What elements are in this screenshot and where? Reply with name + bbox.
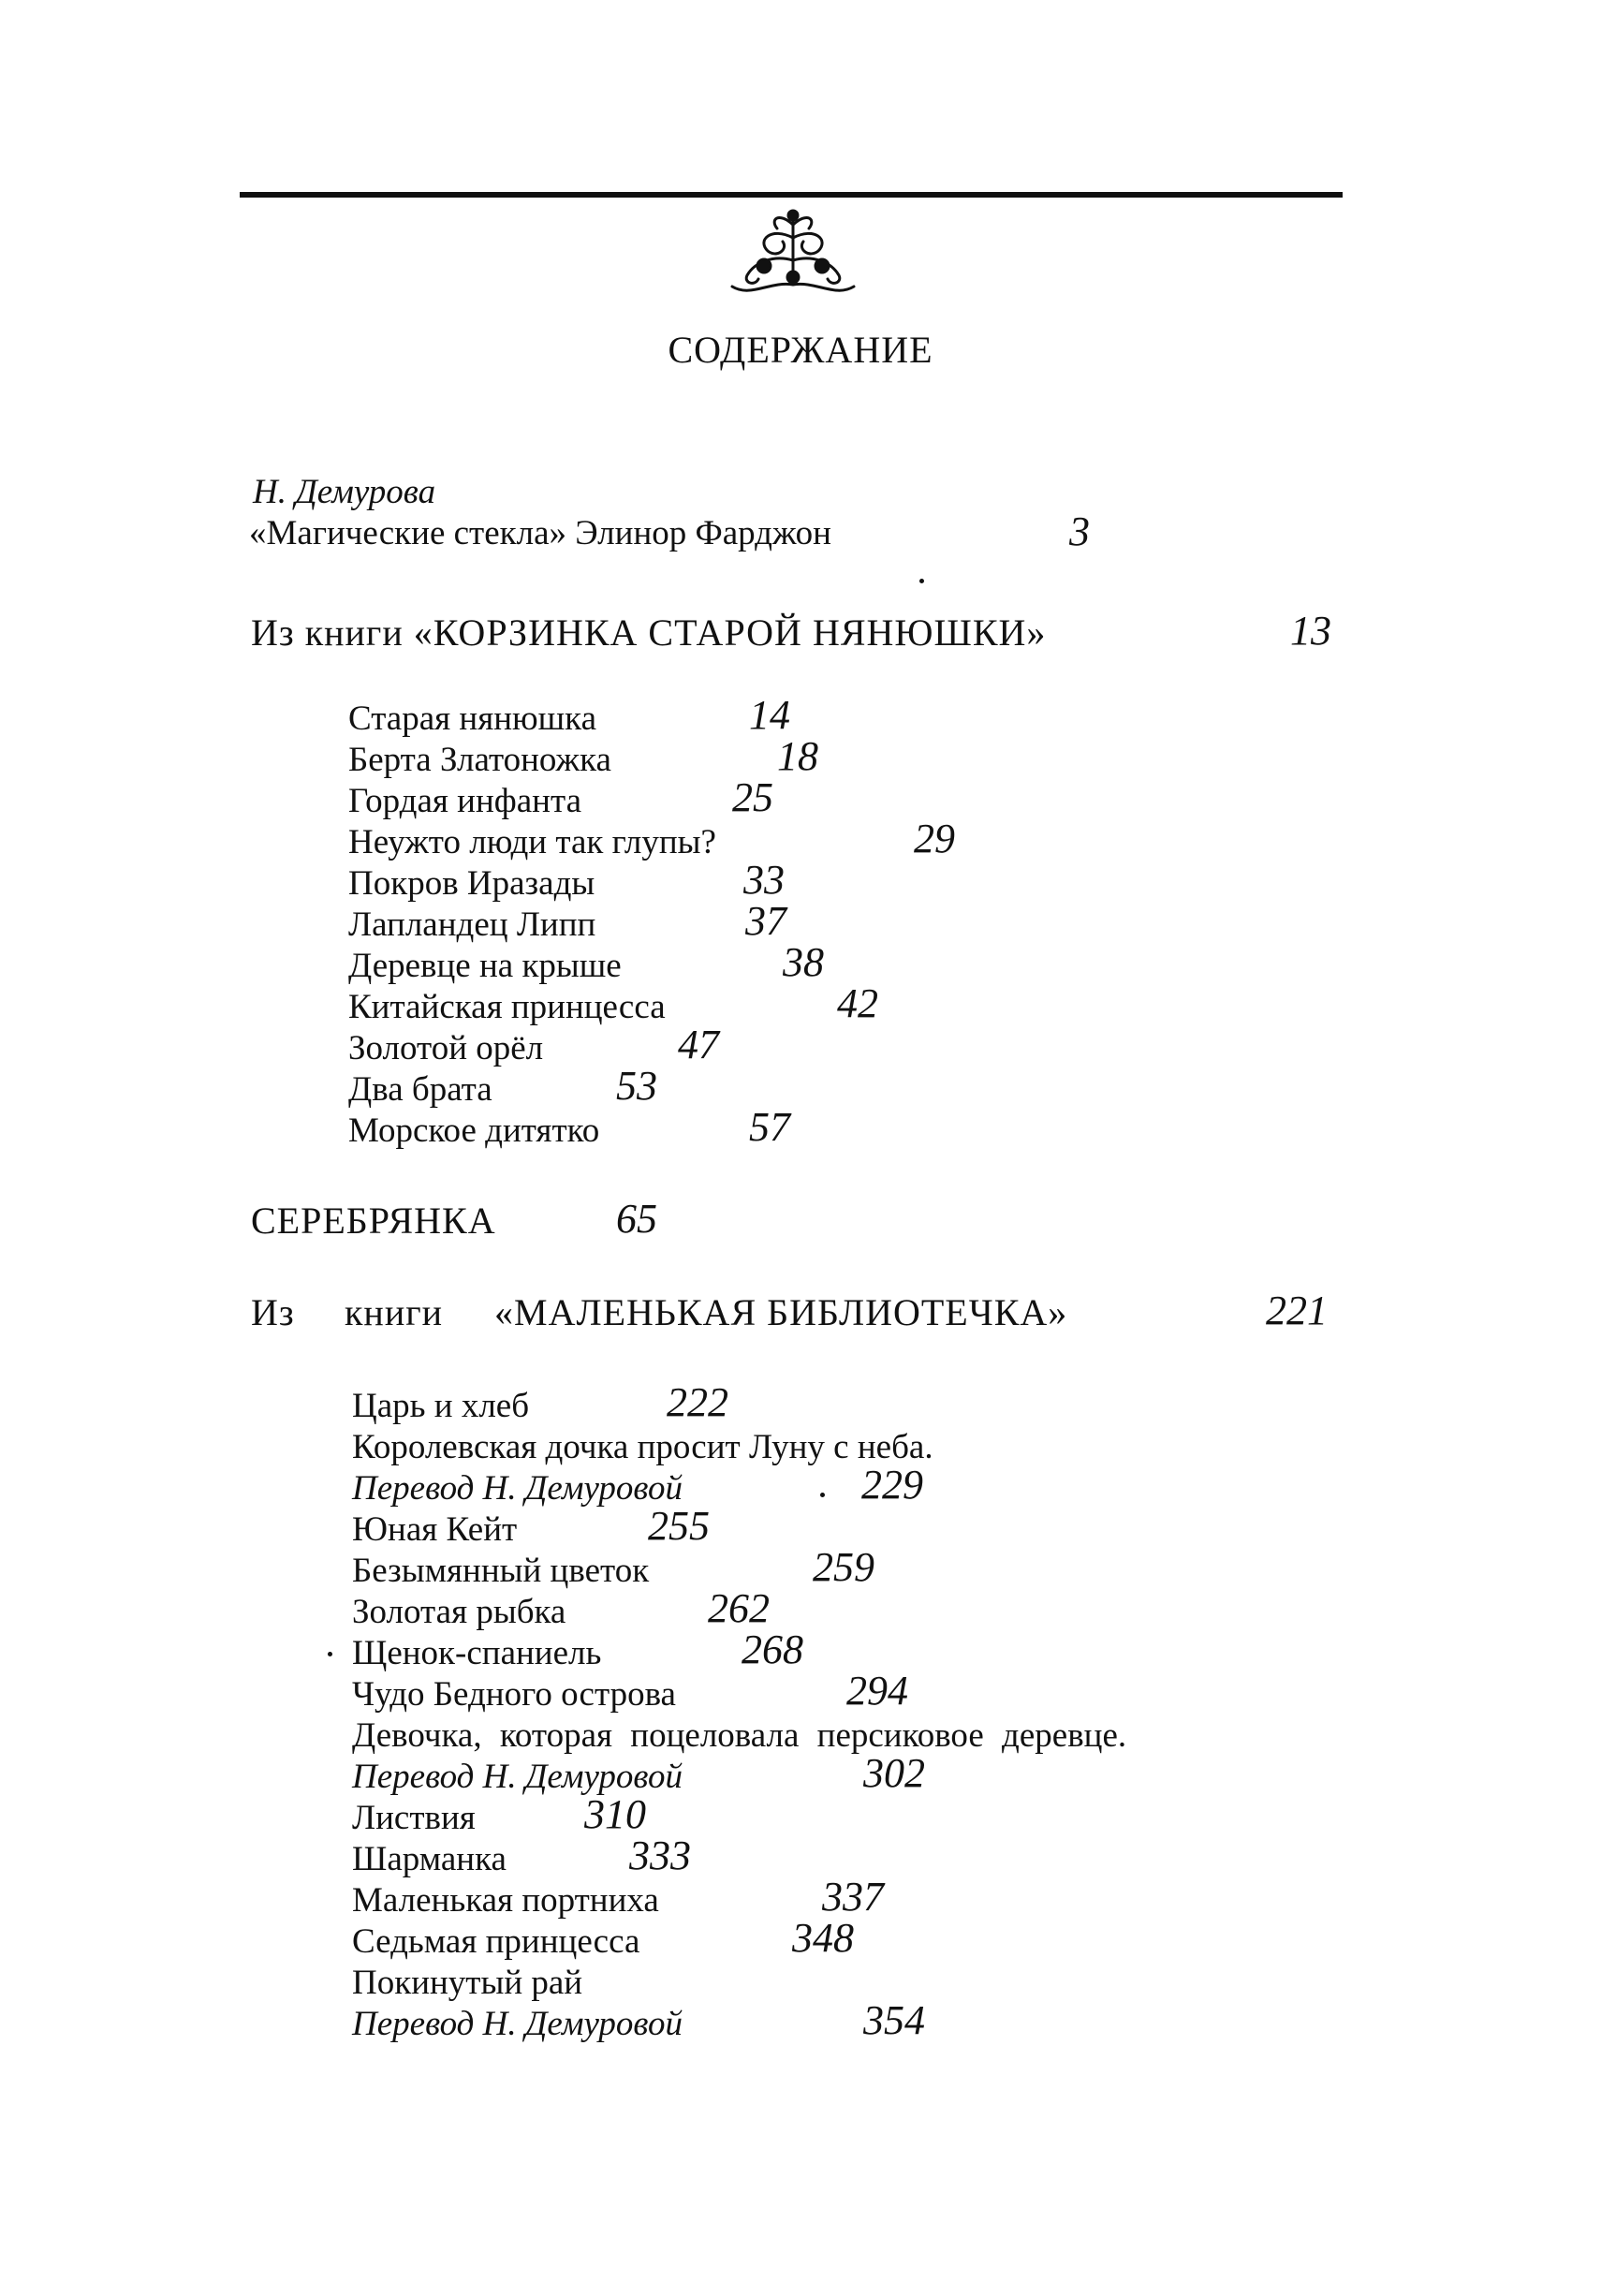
book1-item-title: Неужто люди так глупы? [348, 823, 716, 861]
top-rule [240, 192, 1343, 198]
book1-item-page: 47 [678, 1022, 719, 1067]
book1-item-title: Золотой орёл [348, 1029, 544, 1067]
book2-item-page: 255 [648, 1503, 710, 1549]
book2-item-page: 229 [861, 1462, 923, 1508]
book2-item-title: Листвия [352, 1799, 476, 1837]
book1-item-page: 42 [837, 980, 878, 1026]
silver-page: 65 [616, 1196, 657, 1242]
book2-item-page: 333 [629, 1832, 691, 1878]
book1-item-title: Деревце на крыше [348, 947, 622, 985]
book2-item-page: 302 [863, 1750, 925, 1796]
print-speck [820, 1493, 825, 1497]
book1-item-page: 14 [749, 692, 790, 738]
book2-item-page: 262 [708, 1585, 770, 1631]
book2-item-page: 348 [792, 1915, 854, 1961]
book2-item-title: Шарманка [352, 1840, 507, 1878]
print-speck [328, 1652, 332, 1656]
book2-item-page: 294 [846, 1668, 908, 1714]
book1-item-page: 53 [616, 1063, 657, 1109]
book2-item-title: Королевская дочка просит Луну с неба. [352, 1428, 933, 1466]
book1-item-page: 25 [732, 774, 773, 820]
book2-item-title: Покинутый рай [352, 1964, 583, 2002]
book2-label-mid: книги [345, 1291, 444, 1333]
print-speck [919, 579, 924, 583]
book2-label-title: «МАЛЕНЬКАЯ БИБЛИОТЕЧКА» [494, 1291, 1068, 1333]
book2-page: 221 [1266, 1288, 1328, 1333]
book1-item-title: Покров Иразады [348, 864, 595, 903]
book1-label: Из книги «КОРЗИНКА СТАРОЙ НЯНЮШКИ» [251, 611, 1047, 654]
silver-label: СЕРЕБРЯНКА [251, 1200, 496, 1242]
intro-author: Н. Демурова [253, 473, 436, 511]
book2-item-title: Чудо Бедного острова [352, 1675, 676, 1714]
page-title: СОДЕРЖАНИЕ [668, 329, 933, 371]
book2-item-title: Безымянный цветок [352, 1552, 650, 1590]
book2-item-title: Перевод Н. Демуровой [352, 1469, 683, 1508]
book2-item-page: 354 [863, 1997, 925, 2043]
book1-item-title: Старая нянюшка [348, 699, 597, 738]
book2-item-page: 259 [813, 1544, 874, 1590]
book1-item-page: 33 [743, 857, 785, 903]
book1-item-title: Гордая инфанта [348, 782, 582, 820]
book2-item-title: Юная Кейт [352, 1510, 518, 1549]
book2-item-page: 337 [822, 1874, 884, 1920]
book1-item-page: 38 [783, 939, 824, 985]
book2-item-title: Перевод Н. Демуровой [352, 1758, 683, 1796]
book1-item-title: Два брата [348, 1070, 492, 1109]
ornament-icon [723, 208, 863, 302]
book2-item-title: Седьмая принцесса [352, 1922, 640, 1961]
book2-item-page: 310 [584, 1791, 646, 1837]
book1-item-title: Китайская принцесса [348, 988, 666, 1026]
book2-item-page: 222 [667, 1379, 728, 1425]
book2-item-title: Царь и хлеб [352, 1387, 530, 1425]
book2-item-title: Девочка, которая поцеловала персиковое деревце. [352, 1716, 1127, 1755]
book2-label-pre: Из [251, 1291, 295, 1333]
book1-item-page: 57 [749, 1104, 790, 1150]
intro-page: 3 [1069, 508, 1090, 554]
book1-item-title: Лапландец Липп [348, 905, 596, 944]
book2-item-title: Маленькая портниха [352, 1881, 659, 1920]
book2-item-page: 268 [742, 1626, 803, 1672]
book1-item-title: Берта Златоножка [348, 741, 611, 779]
intro-title: «Магические стекла» Элинор Фарджон [249, 514, 831, 552]
book1-item-page: 29 [914, 816, 955, 861]
book2-item-title: Щенок-спаниель [352, 1634, 602, 1672]
book2-item-title: Золотая рыбка [352, 1593, 566, 1631]
book1-item-page: 37 [745, 898, 786, 944]
book1-item-title: Морское дитятко [348, 1111, 600, 1150]
book2-item-title: Перевод Н. Демуровой [352, 2005, 683, 2043]
book1-item-page: 18 [777, 733, 818, 779]
book1-page: 13 [1290, 608, 1331, 654]
